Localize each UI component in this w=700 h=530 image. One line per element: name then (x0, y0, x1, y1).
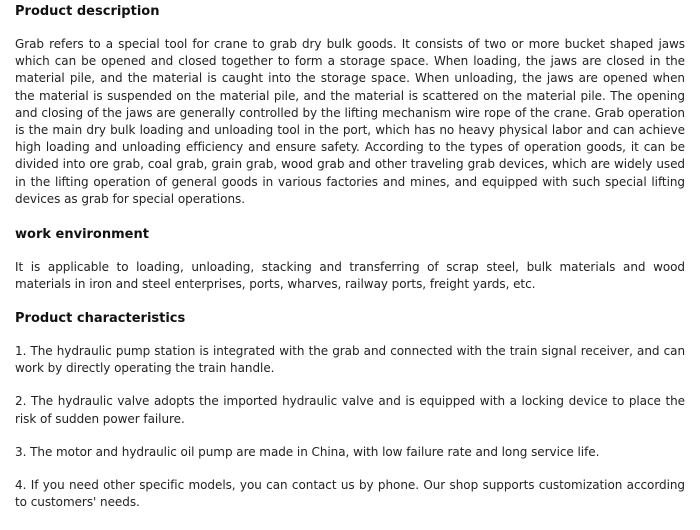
characteristics-list (15, 343, 685, 527)
description-paragraph: Grab refers to a special tool for crane to grab dry bulk goods. It consists of two or more bucket shaped jaws which can be opened and closed together to form a storage space. When loading, the jaws are closed in the material pile, and the material is caught into the storage space. When unloading, the jaws are opened when the material is suspended on the material pile, and the material is scattered on the material pile. The opening and closing of the jaws are generally controlled by the lifting mechanism wire rope of the crane. Grab operation is the main dry bulk loading and unloading tool in the port, which has no heavy physical labor and can achieve high loading and unloading efficiency and ensure safety. According to the types of operation goods, it can be divided into ore grab, coal grab, grain grab, wood grab and other traveling grab devices, which are widely used in the lifting operation of general goods in various factories and mines, and equipped with such special lifting devices as grab for special operations. (15, 37, 685, 206)
characteristics-heading: Product characteristics (15, 311, 186, 326)
characteristic-item-2: 2. The hydraulic valve adopts the imported hydraulic valve and is equipped with a locking device to place the risk of sudden power failure. (15, 394, 685, 426)
characteristic-item-4: 4. If you need other specific models, you can contact us by phone. Our shop supports customization according to customers' needs. (15, 478, 685, 510)
work-environment-paragraph: It is applicable to loading, unloading, stacking and transferring of scrap steel, bulk materials and wood materials in iron and steel enterprises, ports, wharves, railway ports, freight yards, etc. (15, 260, 685, 292)
description-heading: Product description (15, 4, 160, 19)
characteristic-item-3: 3. The motor and hydraulic oil pump are made in China, with low failure rate and long service life. (15, 444, 600, 459)
characteristic-item-1: 1. The hydraulic pump station is integrated with the grab and connected with the train signal receiver, and can work by directly operating the train handle. (15, 344, 685, 376)
work-environment-heading: work environment (15, 227, 149, 242)
